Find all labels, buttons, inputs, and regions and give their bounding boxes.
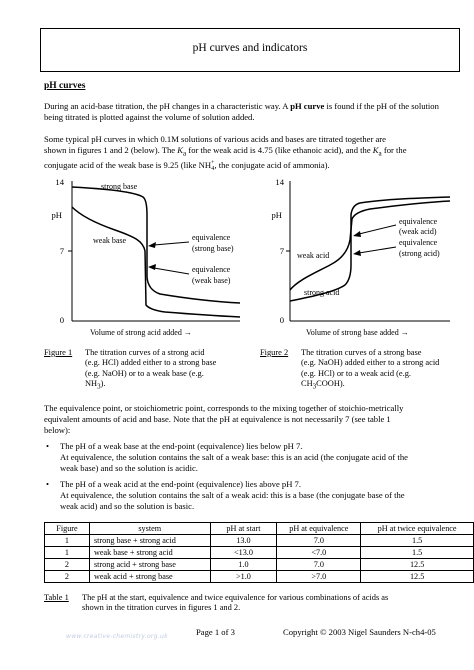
fig2-ytick-0: 0	[279, 315, 284, 325]
formula-text-end: ).	[100, 379, 106, 389]
para2-line3-b: , the conjugate acid of ammonia).	[214, 159, 330, 170]
fig1-arrow-weak	[154, 268, 189, 274]
fig2-weak-acid-label: weak acid	[297, 251, 330, 260]
ammonium-charge: +	[211, 159, 215, 166]
ph-table	[44, 522, 474, 583]
table-cell: <13.0	[210, 547, 277, 559]
fig1-arrowhead-weak	[148, 264, 156, 270]
fig1-equiv-weak-line2: (weak base)	[192, 276, 231, 285]
figure2-caption-line	[301, 379, 460, 392]
fig2-equiv-weak-line2: (weak acid)	[399, 227, 437, 236]
fig2-y-label: pH	[271, 210, 282, 220]
intro-paragraph	[44, 101, 458, 123]
table-cell: 2	[45, 559, 90, 571]
table-caption-line: shown in the titration curves in figures 1 and 2.	[82, 603, 241, 613]
bullet-item	[46, 441, 460, 474]
table-header: pH at start	[210, 523, 277, 535]
page-title: pH curves and indicators	[192, 42, 308, 54]
table-header: pH at equivalence	[277, 523, 361, 535]
table-cell: weak acid + strong base	[89, 571, 210, 583]
formula-subscript: 3	[312, 382, 317, 391]
page-number: Page 1 of 3	[196, 627, 235, 637]
table-cell: 1.0	[210, 559, 277, 571]
figure2-caption-label: Figure 2	[260, 348, 289, 357]
table-cell: 12.5	[361, 559, 474, 571]
fig1-equiv-strong-line1: equivalence	[192, 233, 231, 242]
ammonium-subscript: 4	[211, 165, 215, 172]
figure2-caption	[260, 348, 460, 392]
ka-symbol-2: K	[372, 145, 379, 155]
fig2-equiv-weak-line1: equivalence	[399, 217, 438, 226]
fig1-x-label: Volume of strong acid added →	[90, 328, 192, 337]
bullet-list	[46, 441, 460, 512]
table-row	[45, 559, 474, 571]
figure1-caption-line	[85, 379, 244, 392]
table-row	[45, 571, 474, 583]
table-cell: >7.0	[277, 571, 361, 583]
bullet-line: weak base) and so the solution is acidic.	[60, 463, 198, 473]
watermark-logo: www.creative-chemistry.org.uk	[66, 633, 168, 640]
fig1-arrow-strong	[154, 242, 189, 245]
fig1-ytick-0: 0	[59, 315, 64, 325]
table-cell: 12.5	[361, 571, 474, 583]
figure2-caption-line: (e.g. HCl) or to a weak acid (e.g.	[301, 368, 411, 378]
fig1-strong-base-label: strong base	[101, 182, 138, 191]
fig1-y-label: pH	[51, 210, 62, 220]
fig2-arrow-weak	[359, 225, 396, 234]
fig1-arrowhead-strong	[148, 242, 156, 248]
fig2-arrowhead-weak	[353, 231, 361, 237]
ka-symbol: K	[177, 145, 183, 155]
table-cell: strong acid + strong base	[89, 559, 210, 571]
fig2-ytick-7: 7	[279, 246, 284, 256]
figure2-caption-line: (e.g. NaOH) added either to a strong acid	[301, 358, 440, 368]
bullet-line: • The pH of a weak base at the end-point (equivalence) lies below pH 7.	[60, 441, 303, 451]
para2-line2-a: shown in figures 1 and 2 (below). The	[44, 145, 178, 155]
fig2-equiv-strong-line2: (strong acid)	[399, 249, 440, 258]
table-cell: 1.5	[361, 547, 474, 559]
table-header: pH at twice equivalence	[361, 523, 474, 535]
formula-subscript: 3	[97, 382, 101, 391]
ka-subscript-2: a	[378, 149, 382, 158]
para3-line2: equivalent amounts of acid and base. Note that the pH at equivalence is not necessarily 7 (see table 1	[44, 414, 391, 424]
section-heading: pH curves	[44, 81, 86, 91]
ka-subscript: a	[183, 149, 187, 158]
fig2-ytick-14: 14	[275, 177, 284, 187]
table-cell: >1.0	[210, 571, 277, 583]
para2-line2	[44, 145, 458, 160]
table-caption-line: The pH at the start, equivalence and twice equivalence for various combinations of acids as	[82, 593, 389, 602]
para2-line2-b: for the weak acid is 4.75 (like ethanoic acid), and the	[186, 145, 373, 155]
figure1-caption-line: The titration curves of a strong acid	[85, 348, 205, 357]
figure2-caption-line: The titration curves of a strong base	[301, 348, 422, 357]
bullet-line: weak acid) and so the solution is basic.	[60, 501, 195, 511]
figure2-chart	[260, 175, 460, 340]
fig2-arrow-strong	[359, 247, 396, 253]
typical-curves-paragraph	[44, 134, 458, 172]
table-cell: 7.0	[277, 535, 361, 547]
figure1-caption-label: Figure 1	[44, 348, 73, 357]
table-caption	[44, 593, 458, 614]
fig1-weak-base-label: weak base	[93, 236, 127, 245]
para2-line3	[44, 160, 458, 172]
intro-text-start: During an acid-base titration, the pH changes in a characteristic way. A	[44, 101, 291, 111]
bullet-line: • The pH of a weak acid at the end-point (equivalence) lies above pH 7.	[60, 479, 302, 489]
copyright-notice: Copyright © 2003 Nigel Saunders N-ch4-05	[283, 627, 436, 637]
table-cell: 2	[45, 571, 90, 583]
fig2-arrowhead-strong	[353, 250, 361, 256]
title-box	[40, 28, 460, 72]
bullet-line: At equivalence, the solution contains the salt of a weak base: this is an acid (the conjugate acid of the	[60, 452, 408, 462]
table-cell: 1	[45, 535, 90, 547]
table-header-row	[45, 523, 474, 535]
formula-text: CH	[301, 379, 313, 389]
table-cell: strong base + strong acid	[89, 535, 210, 547]
intro-text-end: is found if the pH of the solution being titrated is plotted against the volume of solution added.	[44, 101, 439, 122]
fig1-equiv-weak-line1: equivalence	[192, 265, 231, 274]
fig1-ytick-14: 14	[55, 177, 64, 187]
equivalence-paragraph	[44, 403, 458, 436]
table-cell: 1.5	[361, 535, 474, 547]
para3-line1: The equivalence point, or stoichiometric point, corresponds to the mixing together of stoichio-metrically	[44, 403, 404, 413]
table-cell: 1	[45, 547, 90, 559]
formula-text: NH	[85, 379, 98, 389]
formula-text-end: COOH).	[316, 379, 345, 389]
fig1-equiv-strong-line2: (strong base)	[192, 244, 234, 253]
table-caption-label: Table 1	[44, 593, 69, 602]
figure1-caption-line: (e.g. HCl) added either to a strong base	[85, 358, 217, 368]
table-cell: weak base + strong acid	[89, 547, 210, 559]
figure1-caption-line: (e.g. NaOH) or to a weak base (e.g.	[85, 368, 204, 378]
table-header: Figure	[45, 523, 90, 535]
fig2-strong-acid-label: strong acid	[304, 288, 340, 297]
fig2-equiv-strong-line1: equivalence	[399, 238, 438, 247]
para2-line2-c: for the	[381, 145, 407, 155]
bullet-item	[46, 479, 460, 512]
bullet-line: At equivalence, the solution contains the salt of a weak acid: this is a base (the conjugate base of the	[60, 490, 405, 500]
table-row	[45, 547, 474, 559]
fig2-x-label: Volume of strong base added →	[306, 328, 409, 337]
table-cell: 7.0	[277, 559, 361, 571]
figure1-chart	[40, 175, 250, 340]
table-row	[45, 535, 474, 547]
table-header: system	[89, 523, 210, 535]
fig1-ytick-7: 7	[59, 246, 64, 256]
para2-line1: Some typical pH curves in which 0.1M solutions of various acids and bases are titrated together are	[44, 134, 386, 144]
para3-line3: below):	[44, 425, 71, 435]
intro-bold-term: pH curve	[290, 101, 325, 111]
figure1-caption	[44, 348, 244, 392]
para2-line3-a: conjugate acid of the weak base is 9.25 (like NH	[44, 159, 212, 170]
table-cell: <7.0	[277, 547, 361, 559]
table-cell: 13.0	[210, 535, 277, 547]
